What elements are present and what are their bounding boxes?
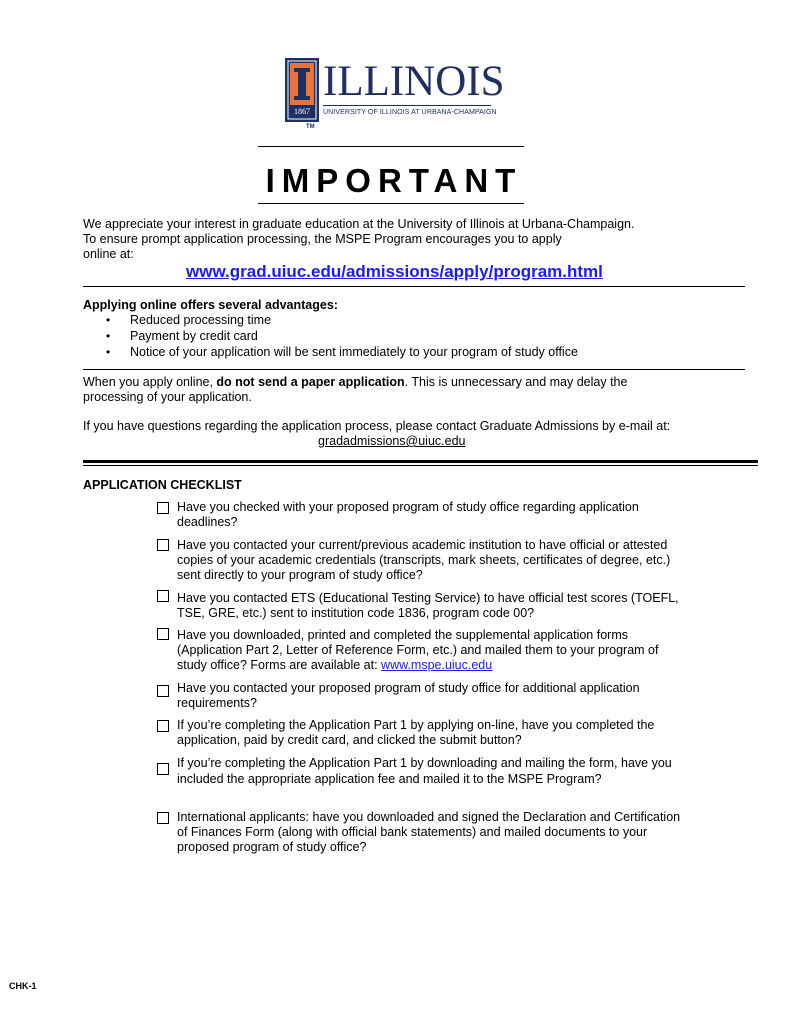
checklist-item-text: Have you contacted your current/previous academic institution to have official or attested	[177, 538, 668, 552]
checklist-item-text: If you’re completing the Application Part 1 by downloading and mailing the form, have you	[177, 756, 672, 770]
mspe-website-link[interactable]: www.mspe.uiuc.edu	[381, 658, 493, 672]
checklist-checkbox[interactable]	[157, 502, 169, 514]
heading-top-rule	[258, 146, 524, 147]
logo-wordmark: ILLINOIS	[323, 58, 505, 105]
paper-note-suffix: . This is unnecessary and may delay the	[404, 375, 628, 389]
logo-subtitle: UNIVERSITY OF ILLINOIS AT URBANA-CHAMPAIGN	[323, 109, 497, 116]
logo-divider	[323, 105, 491, 106]
advantage-item: Payment by credit card	[130, 329, 258, 343]
checklist-item-text: application, paid by credit card, and clicked the submit button?	[177, 733, 522, 747]
checklist-item-text: deadlines?	[177, 515, 238, 529]
contact-line: If you have questions regarding the application process, please contact Graduate Admissions by e-mail at:	[83, 419, 671, 433]
checklist-item-text: If you’re completing the Application Part 1 by applying on-line, have you completed the	[177, 718, 655, 732]
checklist-item-text: (Application Part 2, Letter of Reference Form, etc.) and mailed them to your program of	[177, 643, 659, 657]
contact-email-link[interactable]: gradadmissions@uiuc.edu	[318, 434, 466, 448]
checklist-checkbox[interactable]	[157, 539, 169, 551]
checklist-item-text	[177, 658, 492, 673]
checklist-title: APPLICATION CHECKLIST	[83, 478, 242, 492]
advantage-item: Reduced processing time	[130, 313, 272, 327]
bullet-icon: •	[106, 345, 111, 359]
checklist-checkbox[interactable]	[157, 685, 169, 697]
paper-note-bold: do not send a paper application	[216, 375, 405, 389]
intro-line-3: online at:	[83, 247, 134, 261]
intro-line-1: We appreciate your interest in graduate education at the University of Illinois at Urbana-Champaign.	[83, 217, 635, 231]
checklist-checkbox[interactable]	[157, 590, 169, 602]
checklist-item-text: included the appropriate application fee and mailed it to the MSPE Program?	[177, 772, 602, 786]
advantages-title: Applying online offers several advantages:	[83, 298, 338, 312]
bullet-icon: •	[106, 313, 111, 327]
checklist-item-text: Have you checked with your proposed program of study office regarding application	[177, 500, 639, 514]
checklist-item-text: Have you downloaded, printed and completed the supplemental application forms	[177, 628, 628, 642]
checklist-item-text: requirements?	[177, 696, 257, 710]
paper-note-prefix: When you apply online,	[83, 375, 217, 389]
checklist-item-text: Have you contacted your proposed program of study office for additional application	[177, 681, 640, 695]
checklist-item-text: of Finances Form (along with official bank statements) and mailed documents to your	[177, 825, 648, 839]
double-rule-bottom	[83, 465, 758, 466]
checklist-item-text: sent directly to your program of study office?	[177, 568, 423, 582]
checklist-checkbox[interactable]	[157, 720, 169, 732]
apply-online-link[interactable]: www.grad.uiuc.edu/admissions/apply/program.html	[186, 262, 603, 281]
intro-line-2: To ensure prompt application processing, the MSPE Program encourages you to apply	[83, 232, 562, 246]
paper-note-line-2: processing of your application.	[83, 390, 252, 404]
checklist-item-text: TSE, GRE, etc.) sent to institution code 1836, program code 00?	[177, 606, 535, 620]
checklist-item-text: copies of your academic credentials (transcripts, mark sheets, certificates of degree, etc.)	[177, 553, 671, 567]
checklist-checkbox[interactable]	[157, 763, 169, 775]
logo-trademark: TM	[306, 124, 315, 130]
checklist-checkbox[interactable]	[157, 628, 169, 640]
section-rule-1	[83, 286, 745, 287]
university-logo	[285, 58, 505, 132]
double-rule-top	[83, 460, 758, 463]
checklist-item-text: International applicants: have you downloaded and signed the Declaration and Certification	[177, 810, 681, 824]
logo-year: 1867	[294, 107, 310, 116]
form-code: CHK-1	[9, 981, 37, 991]
heading-bottom-rule	[258, 203, 524, 204]
section-rule-2	[83, 369, 745, 370]
advantage-item: Notice of your application will be sent immediately to your program of study office	[130, 345, 578, 359]
bullet-icon: •	[106, 329, 111, 343]
page-title: IMPORTANT	[265, 162, 523, 199]
checklist-item-text: proposed program of study office?	[177, 840, 367, 854]
forms-available-text: study office? Forms are available at:	[177, 658, 382, 672]
checklist-item-text: Have you contacted ETS (Educational Testing Service) to have official test scores (TOEFL,	[177, 591, 679, 605]
checklist-checkbox[interactable]	[157, 812, 169, 824]
paper-note-line-1	[83, 375, 627, 390]
